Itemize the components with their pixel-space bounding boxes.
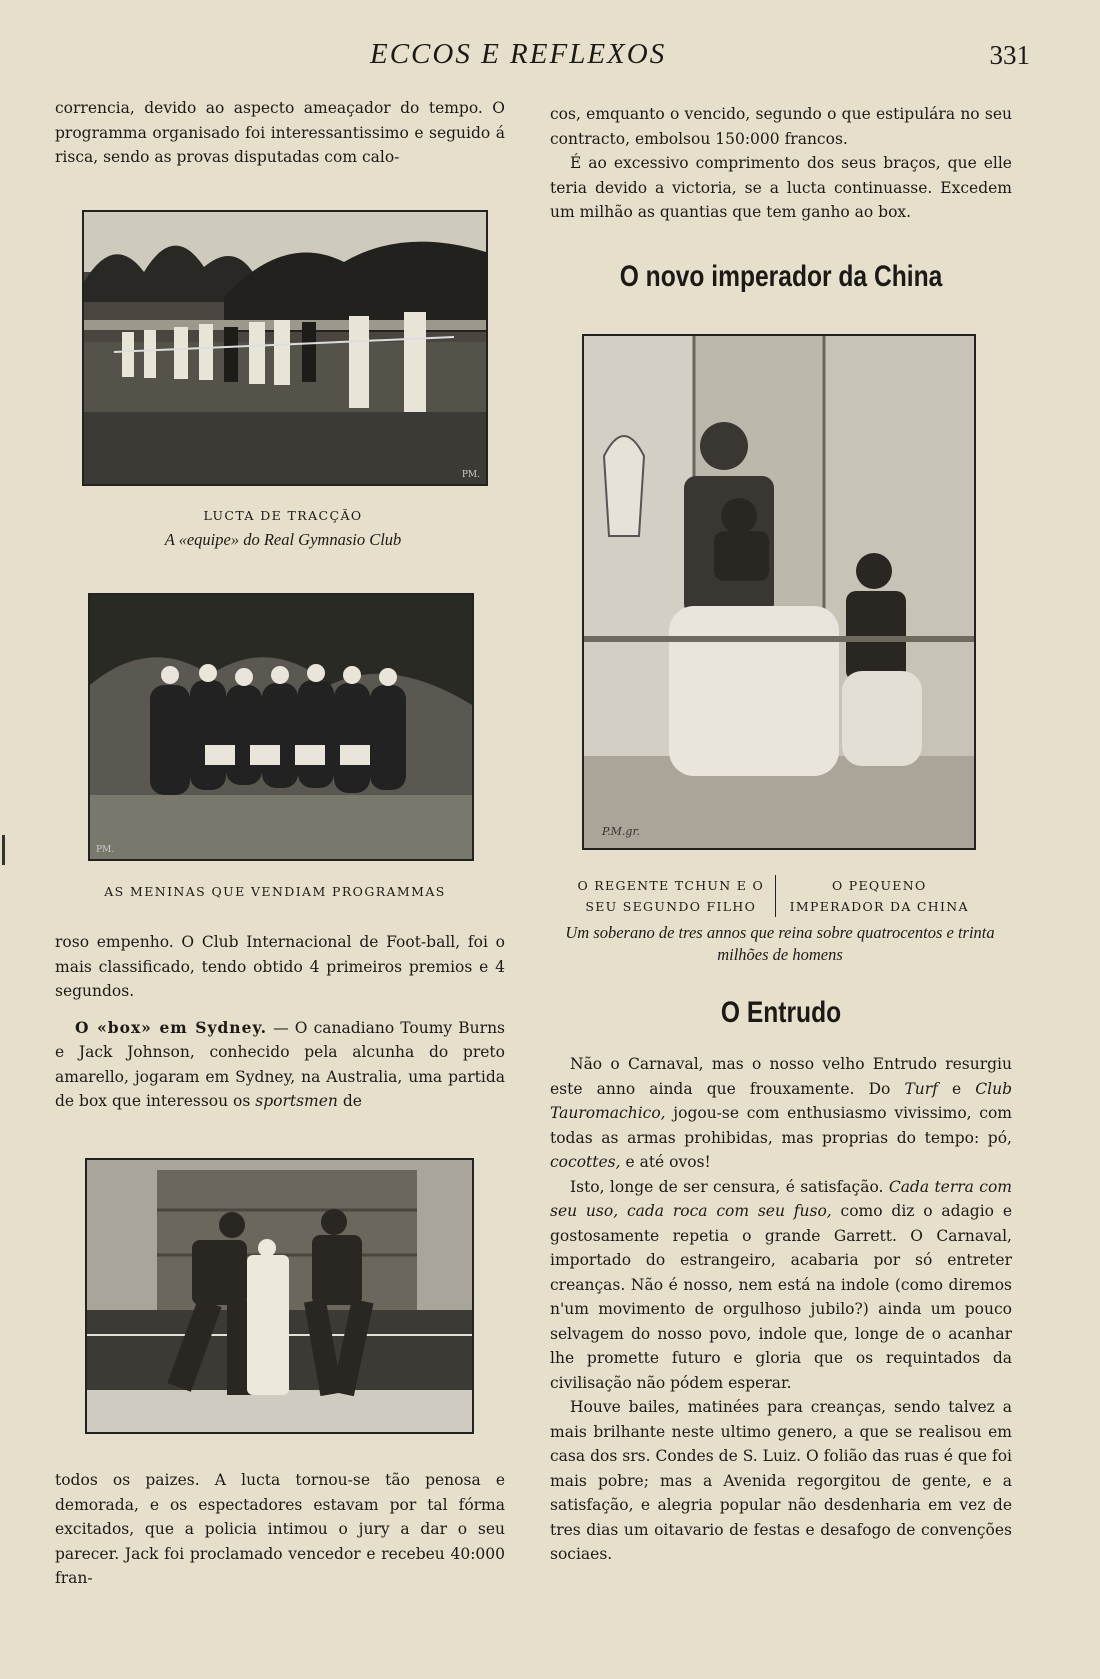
- box-sydney-paragraph: [55, 1016, 505, 1114]
- entrudo-paragraph-1: [550, 1052, 1012, 1175]
- entrudo-p2-text-a: Isto, longe de ser censura, é satisfação.: [570, 1177, 889, 1196]
- page-number: 331: [989, 40, 1030, 70]
- entrudo-paragraph-3: Houve bailes, matinées para creanças, sendo talvez a mais brilhante neste ultimo genero, a que se realisou em casa dos srs. Condes de S. Luiz. O folião das ruas é que foi mais pobre; mas a Avenida regorgitou de gente, e a satisfação, e alegria popular não desdenharia em vez de tres dias um oitavario de festas e desafogo de convenções sociaes.: [550, 1398, 1012, 1563]
- caption-divider: [775, 875, 776, 917]
- tug-of-war-caption: A «equipe» do Real Gymnasio Club: [164, 530, 402, 549]
- emperor-caption-columns: [575, 875, 975, 917]
- entrudo-p1-italic-club: Club Tauromachico,: [550, 1079, 1012, 1122]
- right-top-paragraph-block: [550, 102, 1012, 225]
- left-mid-paragraph: roso empenho. O Club Internacional de Foot-ball, foi o mais classificado, tendo obtido 4 primeiros premios e 4 segundos.: [55, 933, 505, 1000]
- running-header: ECCOS E REFLEXOS: [370, 38, 667, 70]
- photo-signature-pm-2: PM.: [96, 845, 115, 855]
- box-sydney-text-italic: sportsmen: [255, 1092, 338, 1110]
- entrudo-p1-italic-cocottes: cocottes,: [550, 1153, 621, 1171]
- right-top-paragraph: cos, emquanto o vencido, segundo o que estipulára no seu contracto, embolsou 150:000 francos.: [550, 105, 1012, 148]
- caption-emperor: O PEQUENO IMPERADOR DA CHINA: [789, 878, 969, 914]
- entrudo-paragraph-2: [550, 1175, 1012, 1396]
- entrudo-article: [550, 1052, 1012, 1567]
- margin-mark: [2, 835, 5, 865]
- box-sydney-text-a: — O canadiano Toumy Burns e Jack Johnson, conhecido pela alcunha do preto amarello, jogaram em Sydney, na Australia, uma partida de box que interessou os: [55, 1018, 506, 1110]
- left-top-paragraph-block: [55, 96, 505, 170]
- girls-caption: AS MENINAS QUE VENDIAM PROGRAMMAS: [104, 884, 446, 899]
- photo-tug-of-war: [82, 210, 488, 486]
- caption-regent: O REGENTE TCHUN E O SEU SEGUNDO FILHO: [577, 878, 765, 914]
- entrudo-p1-text-d: e até ovos!: [620, 1153, 711, 1171]
- photo-signature-pmgr: P.M.gr.: [602, 825, 641, 838]
- entrudo-p1-text-c: jogou-se com enthusiasmo vivissimo, com todas as armas prohibidas, mas proprias do tempo: pó,: [550, 1104, 1012, 1147]
- right-top-paragraph-2: É ao excessivo comprimento dos seus braços, que elle teria devido a victoria, se a lucta continuasse. Excedem um milhão as quantias que tem ganho ao box.: [550, 154, 1012, 221]
- photo-girls-programmes: [88, 593, 474, 861]
- entrudo-p1-italic-turf: Turf: [904, 1079, 938, 1098]
- photo-boxing-match: [85, 1158, 474, 1434]
- photo-signature-pm: PM.: [461, 470, 480, 480]
- left-mid-paragraph-block: [55, 930, 505, 1114]
- left-bottom-paragraph: todos os paizes. A lucta tornou-se tão penosa e demorada, e os espectadores estavam por tal fórma excitados, que a policia intimou o jury a dar o seu parecer. Jack foi proclamado vencedor e recebeu 40:000 fran-: [55, 1471, 505, 1587]
- box-sydney-text-b: de: [337, 1092, 362, 1110]
- entrudo-p1-text-a: Não o Carnaval, mas o nosso velho Entrudo resurgiu este anno ainda que frouxamente. Do: [550, 1055, 1012, 1098]
- photo-emperor-of-china: [582, 334, 976, 850]
- entrudo-p2-text-b: como diz o adagio e gostosamente repetia o grande Garrett. O Carnaval, importado do estrangeiro, acabaria por só entreter creanças. Não é nosso, nem está na indole (como diremos n'um movimento de orgulhoso jubilo?) ainda um pouco selvagem do nosso povo, indole que, longe de o acanhar lhe promette futuro e gloria que os requintados da civilisação não pódem esperar.: [550, 1202, 1013, 1392]
- box-sydney-title: O «box» em Sydney.: [75, 1017, 268, 1037]
- left-top-paragraph: correncia, devido ao aspecto ameaçador do tempo. O programma organisado foi interessantissimo e seguido á risca, sendo as provas disputadas com calo-: [55, 99, 505, 166]
- entrudo-p1-text-b: e: [937, 1079, 976, 1098]
- emperor-caption-italic: Um soberano de tres annos que reina sobre quatrocentos e trinta milhões de homens: [565, 923, 995, 964]
- heading-china: O novo imperador da China: [619, 260, 943, 293]
- tug-of-war-caption-title: LUCTA DE TRACÇÃO: [203, 508, 363, 523]
- heading-entrudo: O Entrudo: [720, 996, 842, 1029]
- entrudo-p2-italic-proverb: Cada terra com seu uso, cada roca com seu fuso,: [550, 1177, 1012, 1220]
- left-bottom-paragraph-block: [55, 1468, 505, 1591]
